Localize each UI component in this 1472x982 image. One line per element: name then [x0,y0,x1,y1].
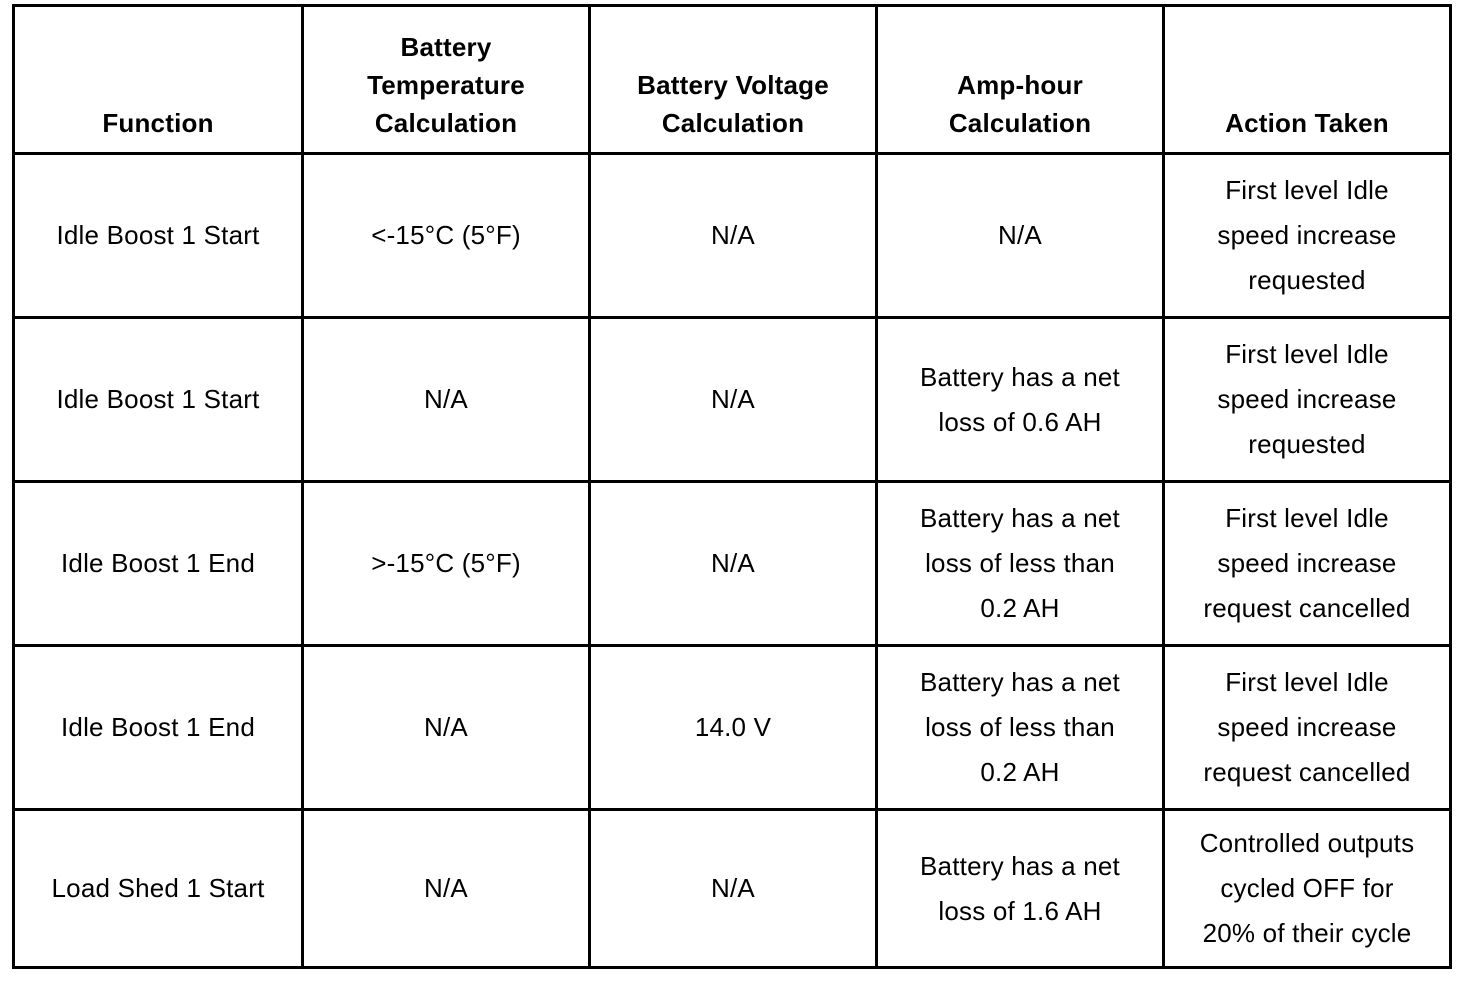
table-row [14,154,1451,318]
cell-text: Battery has a net loss of less than 0.2 AH [920,667,1120,787]
cell-text: Battery has a net loss of 0.6 AH [920,361,1120,437]
header-battery-voltage-label: Battery Voltage Calculation [637,70,829,138]
header-battery-temperature [303,6,590,154]
cell-text: <-15°C (5°F) [371,220,521,250]
table-row [14,482,1451,646]
cell-function [14,482,303,646]
cell-action [1164,318,1451,482]
table-row [14,318,1451,482]
header-row [14,6,1451,154]
cell-text: Battery has a net loss of 1.6 AH [920,850,1120,926]
cell-text: First level Idle speed increase requested [1217,175,1397,295]
cell-voltage [590,810,877,968]
cell-action [1164,154,1451,318]
cell-text: N/A [711,548,755,578]
cell-voltage [590,154,877,318]
cell-action [1164,646,1451,810]
header-function-label: Function [102,108,214,138]
cell-voltage [590,646,877,810]
header-amp-hour-label: Amp-hour Calculation [948,70,1092,138]
cell-text: N/A [424,873,468,903]
cell-temperature [303,318,590,482]
header-function [14,6,303,154]
cell-text: N/A [998,220,1042,250]
battery-function-table [12,4,1452,969]
cell-text: N/A [424,384,468,414]
cell-function [14,810,303,968]
cell-amp-hour [877,318,1164,482]
table-row [14,810,1451,968]
cell-text: Idle Boost 1 Start [56,220,260,250]
cell-amp-hour [877,810,1164,968]
cell-text: N/A [711,220,755,250]
header-action-taken-label: Action Taken [1225,108,1389,138]
cell-text: First level Idle speed increase request cancelled [1203,503,1411,623]
header-action-taken [1164,6,1451,154]
cell-function [14,154,303,318]
table-row [14,646,1451,810]
cell-text: Idle Boost 1 Start [56,384,260,414]
header-battery-voltage [590,6,877,154]
cell-voltage [590,318,877,482]
cell-action [1164,482,1451,646]
cell-voltage [590,482,877,646]
cell-text: First level Idle speed increase requested [1217,339,1397,459]
cell-text: Controlled outputs cycled OFF for 20% of their cycle [1199,828,1415,948]
cell-action [1164,810,1451,968]
cell-text: N/A [424,712,468,742]
cell-text: >-15°C (5°F) [371,548,521,578]
cell-amp-hour [877,482,1164,646]
cell-amp-hour [877,154,1164,318]
cell-text: Battery has a net loss of less than 0.2 AH [920,503,1120,623]
cell-temperature [303,154,590,318]
cell-text: Idle Boost 1 End [61,548,255,578]
cell-text: First level Idle speed increase request cancelled [1203,667,1411,787]
cell-text: Load Shed 1 Start [51,873,265,903]
cell-function [14,646,303,810]
cell-function [14,318,303,482]
header-battery-temperature-label: Battery Temperature Calculation [367,32,525,138]
cell-text: N/A [711,873,755,903]
cell-temperature [303,646,590,810]
cell-text: N/A [711,384,755,414]
cell-temperature [303,482,590,646]
cell-temperature [303,810,590,968]
cell-text: Idle Boost 1 End [61,712,255,742]
header-amp-hour [877,6,1164,154]
cell-text: 14.0 V [694,712,772,742]
cell-amp-hour [877,646,1164,810]
